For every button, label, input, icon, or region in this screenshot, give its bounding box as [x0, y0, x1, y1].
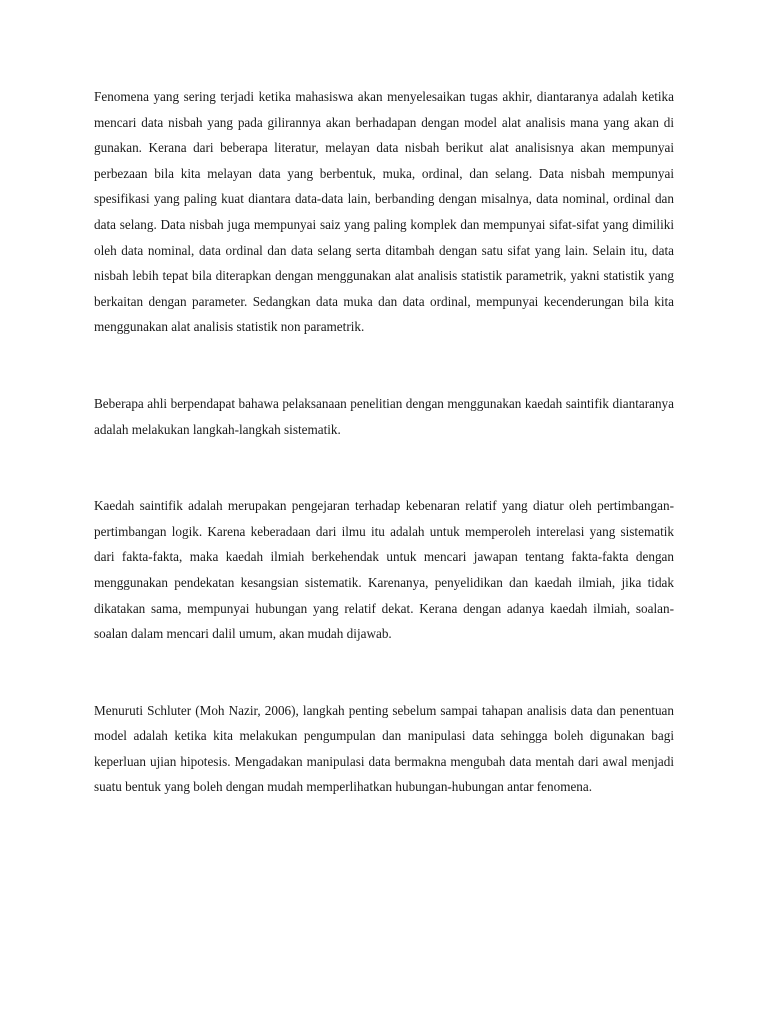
document-body	[94, 84, 674, 800]
paragraph-4: Menuruti Schluter (Moh Nazir, 2006), langkah penting sebelum sampai tahapan analisis data dan penentuan model adalah ketika kita melakukan pengumpulan dan manipulasi data sehingga boleh digunakan bagi keperluan ujian hipotesis. Mengadakan manipulasi data bermakna mengubah data mentah dari awal menjadi suatu bentuk yang boleh dengan mudah memperlihatkan hubungan-hubungan antar fenomena.	[94, 702, 674, 795]
paragraph-2: Beberapa ahli berpendapat bahawa pelaksanaan penelitian dengan menggunakan kaedah saintifik diantaranya adalah melakukan langkah-langkah sistematik.	[94, 395, 674, 437]
paragraph-3: Kaedah saintifik adalah merupakan pengejaran terhadap kebenaran relatif yang diatur oleh pertimbangan-pertimbangan logik. Karena keberadaan dari ilmu itu adalah untuk memperoleh interelasi yang sistematik dari fakta-fakta, maka kaedah ilmiah berkehendak untuk mencari jawapan tentang fakta-fakta dengan menggunakan pendekatan kesangsian sistematik. Karenanya, penyelidikan dan kaedah ilmiah, jika tidak dikatakan sama, mempunyai hubungan yang relatif dekat. Kerana dengan adanya kaedah ilmiah, soalan-soalan dalam mencari dalil umum, akan mudah dijawab.	[94, 498, 674, 642]
paragraph-1: Fenomena yang sering terjadi ketika mahasiswa akan menyelesaikan tugas akhir, diantaranya adalah ketika mencari data nisbah yang pada gilirannya akan berhadapan dengan model alat analisis mana yang akan di gunakan. Kerana dari beberapa literatur, melayan data nisbah berikut alat analisisnya akan mempunyai perbezaan bila kita melayan data yang berbentuk, muka, ordinal, dan selang. Data nisbah mempunyai spesifikasi yang paling kuat diantara data-data lain, berbanding dengan misalnya, data nominal, ordinal dan data selang. Data nisbah juga mempunyai saiz yang paling komplek dan mempunyai sifat-sifat yang dimiliki oleh data nominal, data ordinal dan data selang serta ditambah dengan satu sifat yang lain. Selain itu, data nisbah lebih tepat bila diterapkan dengan menggunakan alat analisis statistik parametrik, yakni statistik yang berkaitan dengan parameter. Sedangkan data muka dan data ordinal, mempunyai kecenderungan bila kita menggunakan alat analisis statistik non parametrik.	[94, 89, 674, 335]
